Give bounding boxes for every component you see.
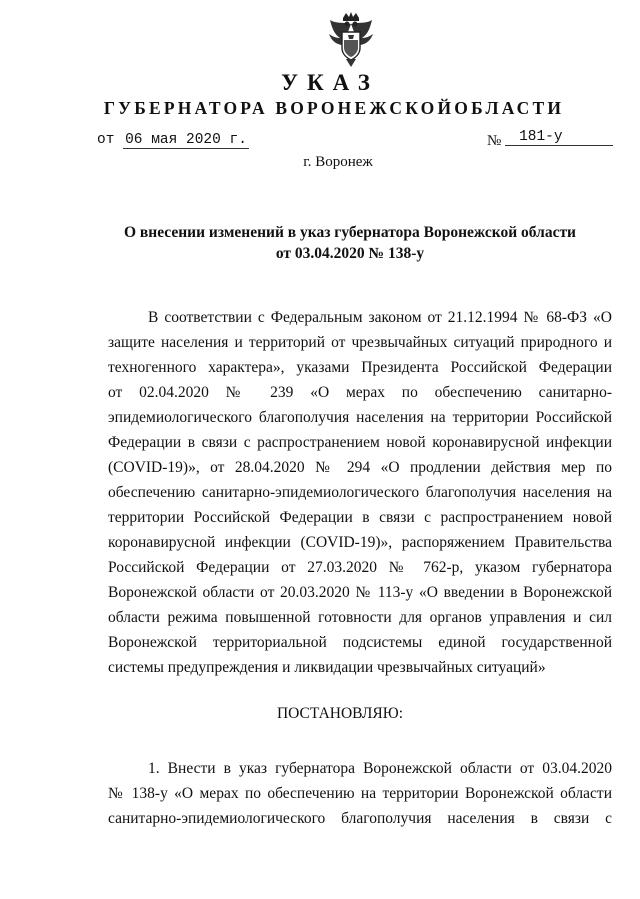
text-line: 1. Внести в указ губернатора Воронежской области от 03.04.2020 [148, 760, 612, 777]
text-line: территории Российской Федерации в связи с распространением новой [108, 509, 612, 526]
heading-line: от 03.04.2020 № 138-у [275, 245, 425, 262]
date-value: 06 мая 2020 г. [125, 132, 247, 148]
number-sign: № [487, 133, 502, 149]
coat-of-arms-icon [326, 12, 376, 68]
document-city: г. Воронеж [303, 154, 373, 170]
text-line: Федерации в связи с распространением новой коронавирусной инфекции [108, 434, 612, 451]
text-line: (COVID-19)», от 28.04.2020 № 294 «О продлении действия мер по [108, 459, 612, 476]
text-line: санитарно-эпидемиологического благополучия населения в связи с [108, 810, 612, 827]
document-number [487, 129, 613, 151]
text-line: Воронежской области от 20.03.2020 № 113-у «О введении в Воронежской [108, 584, 612, 601]
paragraph-item-1 [108, 756, 612, 831]
text-line: от 02.04.2020 № 239 «О мерах по обеспечению санитарно- [108, 384, 612, 401]
text-line: Российской Федерации от 27.03.2020 № 762-р, указом губернатора [108, 559, 612, 576]
paragraph-preamble [108, 305, 612, 680]
text-line: техногенного характера», указами Президента Российской Федерации [108, 359, 612, 376]
document-date [97, 132, 249, 149]
text-line: коронавирусной инфекции (COVID-19)», распоряжением Правительства [108, 534, 612, 551]
decree-word: ПОСТАНОВЛЯЮ: [276, 705, 404, 722]
text-line: обеспечению санитарно-эпидемиологического благополучия населения на [108, 484, 612, 501]
text-line: эпидемиологического благополучия населения на территории Российской [108, 409, 612, 426]
text-line: системы предупреждения и ликвидации чрезвычайных ситуаций» [108, 659, 546, 676]
text-line: Воронежской территориальной подсистемы единой государственной [108, 634, 612, 651]
text-line: защите населения и территорий от чрезвычайных ситуаций природного и [108, 334, 612, 351]
text-line: № 138-у «О мерах по обеспечению на территории Воронежской области [108, 785, 612, 802]
text-line: области режима повышенной готовности для органов управления и сил [108, 609, 612, 626]
document-heading [80, 222, 620, 264]
text-line: В соответствии с Федеральным законом от 21.12.1994 № 68-ФЗ «О [148, 309, 612, 326]
heading-line: О внесении изменений в указ губернатора Воронежской области [123, 224, 576, 241]
date-prefix: от [97, 132, 115, 148]
number-value: 181-у [505, 130, 613, 146]
document-issuer: ГУБЕРНАТОРА ВОРОНЕЖСКОЙОБЛАСТИ [103, 98, 565, 118]
document-title: УКАЗ [281, 70, 379, 95]
